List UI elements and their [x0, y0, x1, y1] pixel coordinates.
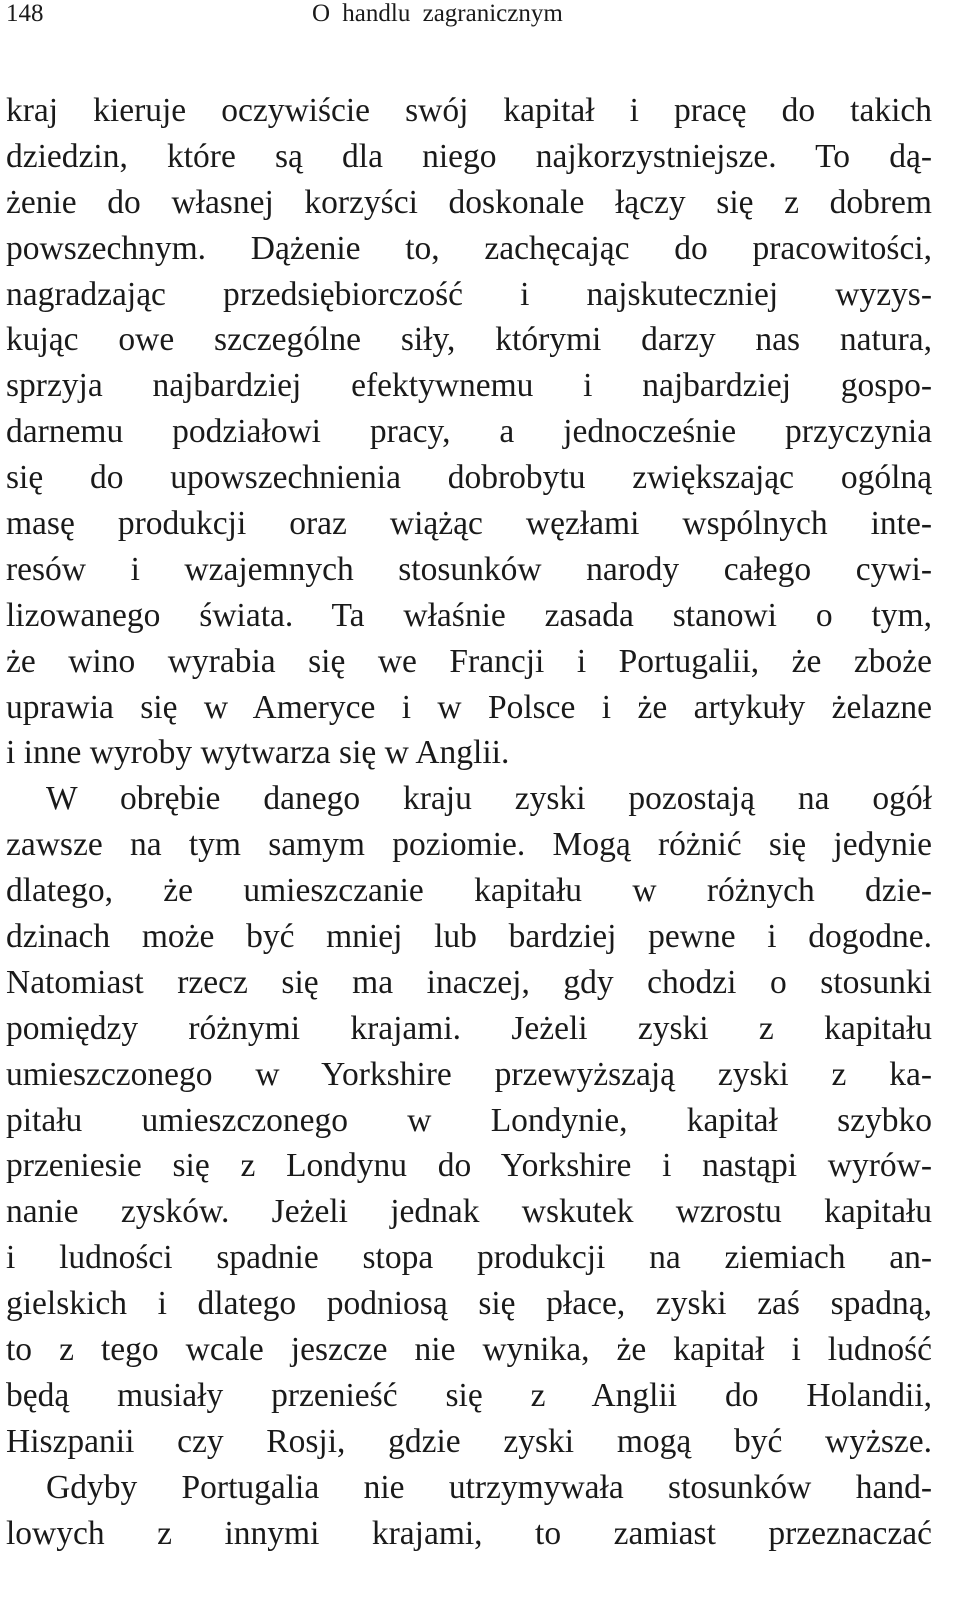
text-line: Natomiast rzecz się ma inaczej, gdy chodzi o stosunki	[6, 963, 932, 1001]
text-line: i inne wyroby wytwarza się w Anglii.	[6, 734, 510, 772]
text-line: umieszczonego w Yorkshire przewyższają zyski z ka-	[6, 1055, 932, 1093]
text-line: masę produkcji oraz wiążąc węzłami wspólnych inte-	[6, 505, 932, 543]
text-line: powszechnym. Dążenie to, zachęcając do pracowitości,	[6, 229, 932, 267]
text-line: że wino wyrabia się we Francji i Portugalii, że zboże	[6, 642, 932, 680]
text-line: pomiędzy różnymi krajami. Jeżeli zyski z kapitału	[6, 1009, 932, 1047]
text-line: nanie zysków. Jeżeli jednak wskutek wzrostu kapitału	[6, 1193, 932, 1231]
text-line: lizowanego świata. Ta właśnie zasada stanowi o tym,	[6, 596, 932, 634]
text-line: dziedzin, które są dla niego najkorzystniejsze. To dą-	[6, 137, 932, 175]
text-line: dlatego, że umieszczanie kapitału w różnych dzie-	[6, 872, 932, 910]
text-line: kując owe szczególne siły, którymi darzy nas natura,	[6, 321, 932, 359]
body-text	[6, 88, 932, 1557]
running-head	[6, 0, 946, 34]
text-line: to z tego wcale jeszcze nie wynika, że kapitał i ludność	[6, 1331, 932, 1369]
text-line: będą musiały przenieść się z Anglii do Holandii,	[6, 1376, 932, 1414]
page-number: 148	[6, 0, 44, 27]
text-line: dzinach może być mniej lub bardziej pewne i dogodne.	[6, 918, 932, 956]
running-title: O handlu zagranicznym	[312, 0, 563, 27]
text-line: lowych z innymi krajami, to zamiast przeznaczać	[6, 1514, 932, 1552]
text-line: W obrębie danego kraju zyski pozostają na ogół	[46, 780, 932, 818]
text-line: żenie do własnej korzyści doskonale łączy się z dobrem	[6, 183, 932, 221]
text-line: Hiszpanii czy Rosji, gdzie zyski mogą być wyższe.	[6, 1422, 932, 1460]
text-line: resów i wzajemnych stosunków narody całego cywi-	[6, 550, 932, 588]
text-line: nagradzając przedsiębiorczość i najskuteczniej wyzys-	[6, 275, 932, 313]
text-line: się do upowszechnienia dobrobytu zwiększając ogólną	[6, 459, 932, 497]
text-line: pitału umieszczonego w Londynie, kapitał szybko	[6, 1101, 932, 1139]
text-line: Gdyby Portugalia nie utrzymywała stosunków hand-	[46, 1468, 932, 1506]
text-line: przeniesie się z Londynu do Yorkshire i nastąpi wyrów-	[6, 1147, 932, 1185]
text-line: gielskich i dlatego podniosą się płace, zyski zaś spadną,	[6, 1285, 932, 1323]
text-line: darnemu podziałowi pracy, a jednocześnie przyczynia	[6, 413, 932, 451]
text-line: i ludności spadnie stopa produkcji na ziemiach an-	[6, 1239, 932, 1277]
text-line: zawsze na tym samym poziomie. Mogą różnić się jedynie	[6, 826, 932, 864]
text-line: kraj kieruje oczywiście swój kapitał i pracę do takich	[6, 92, 932, 129]
text-line: sprzyja najbardziej efektywnemu i najbardziej gospo-	[6, 367, 932, 405]
text-line: uprawia się w Ameryce i w Polsce i że artykuły żelazne	[6, 688, 932, 726]
